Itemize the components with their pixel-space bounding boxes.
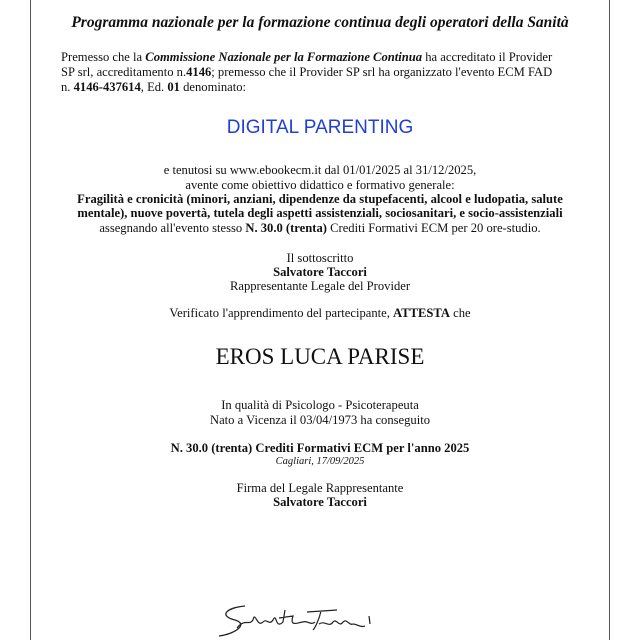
- event-title: DIGITAL PARENTING: [226, 117, 414, 138]
- event-credits: assegnando all'evento stesso N. 30.0 (trenta) Crediti Formativi ECM per 20 ore-studio.: [99, 221, 541, 235]
- objective-line-2: mentale), nuove povertà, tutela degli aspetti assistenziali, sociosanitari, e socio-assistenziali: [77, 206, 563, 220]
- place-date: Cagliari, 17/09/2025: [275, 456, 365, 467]
- page-border-left: [30, 0, 31, 640]
- attest-statement: Verificato l'apprendimento del partecipante, ATTESTA che: [169, 306, 471, 320]
- participant-name: EROS LUCA PARISE: [215, 344, 425, 369]
- participant-qualification: In qualità di Psicologo - Psicoterapeuta: [221, 398, 419, 412]
- intro-line-3: n. 4146-437614, Ed. 01 denominato:: [61, 80, 247, 94]
- signature-label: Firma del Legale Rappresentante: [236, 481, 404, 495]
- signature-name: Salvatore Taccori: [273, 495, 367, 509]
- objective-intro: avente come obiettivo didattico e formativo generale:: [185, 178, 455, 192]
- participant-birth: Nato a Vicenza il 03/04/1973 ha conseguito: [209, 413, 431, 427]
- signatory-name: Salvatore Taccori: [273, 265, 367, 279]
- intro-line-1: Premesso che la Commissione Nazionale per la Formazione Continua ha accreditato il Provider: [61, 50, 553, 64]
- signatory-role: Rappresentante Legale del Provider: [229, 279, 411, 293]
- page-border-right: [609, 0, 610, 640]
- signatory-intro: Il sottoscritto: [286, 251, 354, 265]
- intro-line-2: SP srl, accreditamento n.4146; premesso che il Provider SP srl ha organizzato l'evento ECM FAD: [61, 65, 553, 79]
- participant-credits: N. 30.0 (trenta) Crediti Formativi ECM per l'anno 2025: [170, 441, 470, 455]
- program-title: Programma nazionale per la formazione continua degli operatori della Sanità: [71, 14, 569, 31]
- handwritten-signature: [215, 598, 375, 638]
- objective-line-1: Fragilità e cronicità (minori, anziani, dipendenze da stupefacenti, alcool e ludopatia, salute: [77, 192, 563, 206]
- event-dates: e tenutosi su www.ebookecm.it dal 01/01/2025 al 31/12/2025,: [163, 163, 477, 177]
